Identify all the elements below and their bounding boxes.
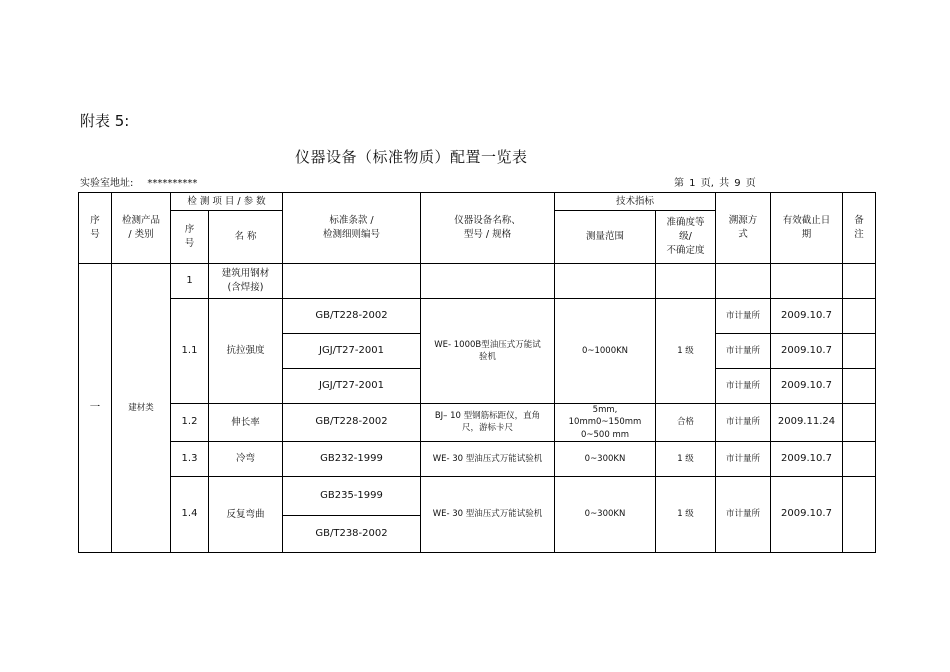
remark-cell bbox=[843, 334, 876, 369]
header-expiry: 有效截止日 期 bbox=[771, 193, 843, 264]
expiry-cell: 2009.10.7 bbox=[771, 369, 843, 404]
standard-cell bbox=[283, 264, 421, 299]
item-seq: 1.1 bbox=[171, 299, 209, 404]
equipment-cell: BJ– 10 型钢筋标距仪，直角 尺，游标卡尺 bbox=[421, 404, 555, 442]
item-name: 建筑用钢材 (含焊接) bbox=[209, 264, 283, 299]
range-cell: 5mm, 10mm0~150mm 0~500 mm bbox=[555, 404, 656, 442]
remark-cell bbox=[843, 299, 876, 334]
document-title: 仪器设备（标准物质）配置一览表 bbox=[295, 148, 528, 166]
standard-cell: JGJ/T27-2001 bbox=[283, 369, 421, 404]
header-items: 检 测 项 目 / 参 数 bbox=[171, 193, 283, 211]
lab-address-label: 实验室地址: bbox=[80, 178, 134, 189]
range-cell: 0~300KN bbox=[555, 441, 656, 476]
remark-cell bbox=[843, 441, 876, 476]
item-name: 反复弯曲 bbox=[209, 476, 283, 552]
range-cell bbox=[555, 264, 656, 299]
range-cell: 0~1000KN bbox=[555, 299, 656, 404]
expiry-cell: 2009.10.7 bbox=[771, 476, 843, 552]
table-row bbox=[79, 404, 876, 442]
range-cell: 0~300KN bbox=[555, 476, 656, 552]
remark-cell bbox=[843, 404, 876, 442]
standard-cell: GB232-1999 bbox=[283, 441, 421, 476]
lab-address-value: ********** bbox=[147, 178, 198, 189]
table-row bbox=[79, 264, 876, 299]
item-name: 冷弯 bbox=[209, 441, 283, 476]
group-product: 建材类 bbox=[112, 264, 171, 553]
group-seq: 一 bbox=[79, 264, 112, 553]
accuracy-cell bbox=[656, 264, 716, 299]
trace-cell: 市计量所 bbox=[716, 334, 771, 369]
table-row bbox=[79, 441, 876, 476]
item-seq: 1 bbox=[171, 264, 209, 299]
item-seq: 1.2 bbox=[171, 404, 209, 442]
header-equipment: 仪器设备名称、 型号 / 规格 bbox=[421, 193, 555, 264]
accuracy-cell: 合格 bbox=[656, 404, 716, 442]
standard-cell: JGJ/T27-2001 bbox=[283, 334, 421, 369]
trace-cell: 市计量所 bbox=[716, 369, 771, 404]
accuracy-cell: 1 级 bbox=[656, 299, 716, 404]
table-row bbox=[79, 299, 876, 334]
header-accuracy: 准确度等 级/ 不确定度 bbox=[656, 211, 716, 264]
header-item-seq: 序 号 bbox=[171, 211, 209, 264]
remark-cell bbox=[843, 476, 876, 552]
header-range: 测量范围 bbox=[555, 211, 656, 264]
equipment-cell: WE- 30 型油压式万能试验机 bbox=[421, 441, 555, 476]
accuracy-cell: 1 级 bbox=[656, 441, 716, 476]
expiry-cell: 2009.11.24 bbox=[771, 404, 843, 442]
header-product: 检测产品 / 类别 bbox=[112, 193, 171, 264]
equipment-cell: WE- 30 型油压式万能试验机 bbox=[421, 476, 555, 552]
standard-cell: GB/T238-2002 bbox=[283, 515, 421, 552]
equipment-table bbox=[78, 192, 876, 553]
trace-cell: 市计量所 bbox=[716, 476, 771, 552]
header-seq: 序 号 bbox=[79, 193, 112, 264]
expiry-cell: 2009.10.7 bbox=[771, 441, 843, 476]
header-remark: 备 注 bbox=[843, 193, 876, 264]
trace-cell: 市计量所 bbox=[716, 404, 771, 442]
standard-cell: GB/T228-2002 bbox=[283, 404, 421, 442]
equipment-cell bbox=[421, 264, 555, 299]
header-trace: 溯源方 式 bbox=[716, 193, 771, 264]
trace-cell bbox=[716, 264, 771, 299]
appendix-label: 附表 5: bbox=[80, 112, 130, 130]
item-name: 伸长率 bbox=[209, 404, 283, 442]
remark-cell bbox=[843, 264, 876, 299]
expiry-cell: 2009.10.7 bbox=[771, 334, 843, 369]
header-item-name: 名 称 bbox=[209, 211, 283, 264]
standard-cell: GB235-1999 bbox=[283, 476, 421, 515]
lab-address bbox=[80, 174, 197, 189]
item-name: 抗拉强度 bbox=[209, 299, 283, 404]
page-info: 第 1 页, 共 9 页 bbox=[674, 178, 756, 189]
remark-cell bbox=[843, 369, 876, 404]
accuracy-cell: 1 级 bbox=[656, 476, 716, 552]
expiry-cell bbox=[771, 264, 843, 299]
trace-cell: 市计量所 bbox=[716, 441, 771, 476]
item-seq: 1.3 bbox=[171, 441, 209, 476]
standard-cell: GB/T228-2002 bbox=[283, 299, 421, 334]
trace-cell: 市计量所 bbox=[716, 299, 771, 334]
header-row-1 bbox=[79, 193, 876, 211]
header-tech: 技术指标 bbox=[555, 193, 716, 211]
header-standard: 标准条款 / 检测细则编号 bbox=[283, 193, 421, 264]
table-row bbox=[79, 476, 876, 515]
equipment-cell: WE- 1000B型油压式万能试 验机 bbox=[421, 299, 555, 404]
expiry-cell: 2009.10.7 bbox=[771, 299, 843, 334]
item-seq: 1.4 bbox=[171, 476, 209, 552]
